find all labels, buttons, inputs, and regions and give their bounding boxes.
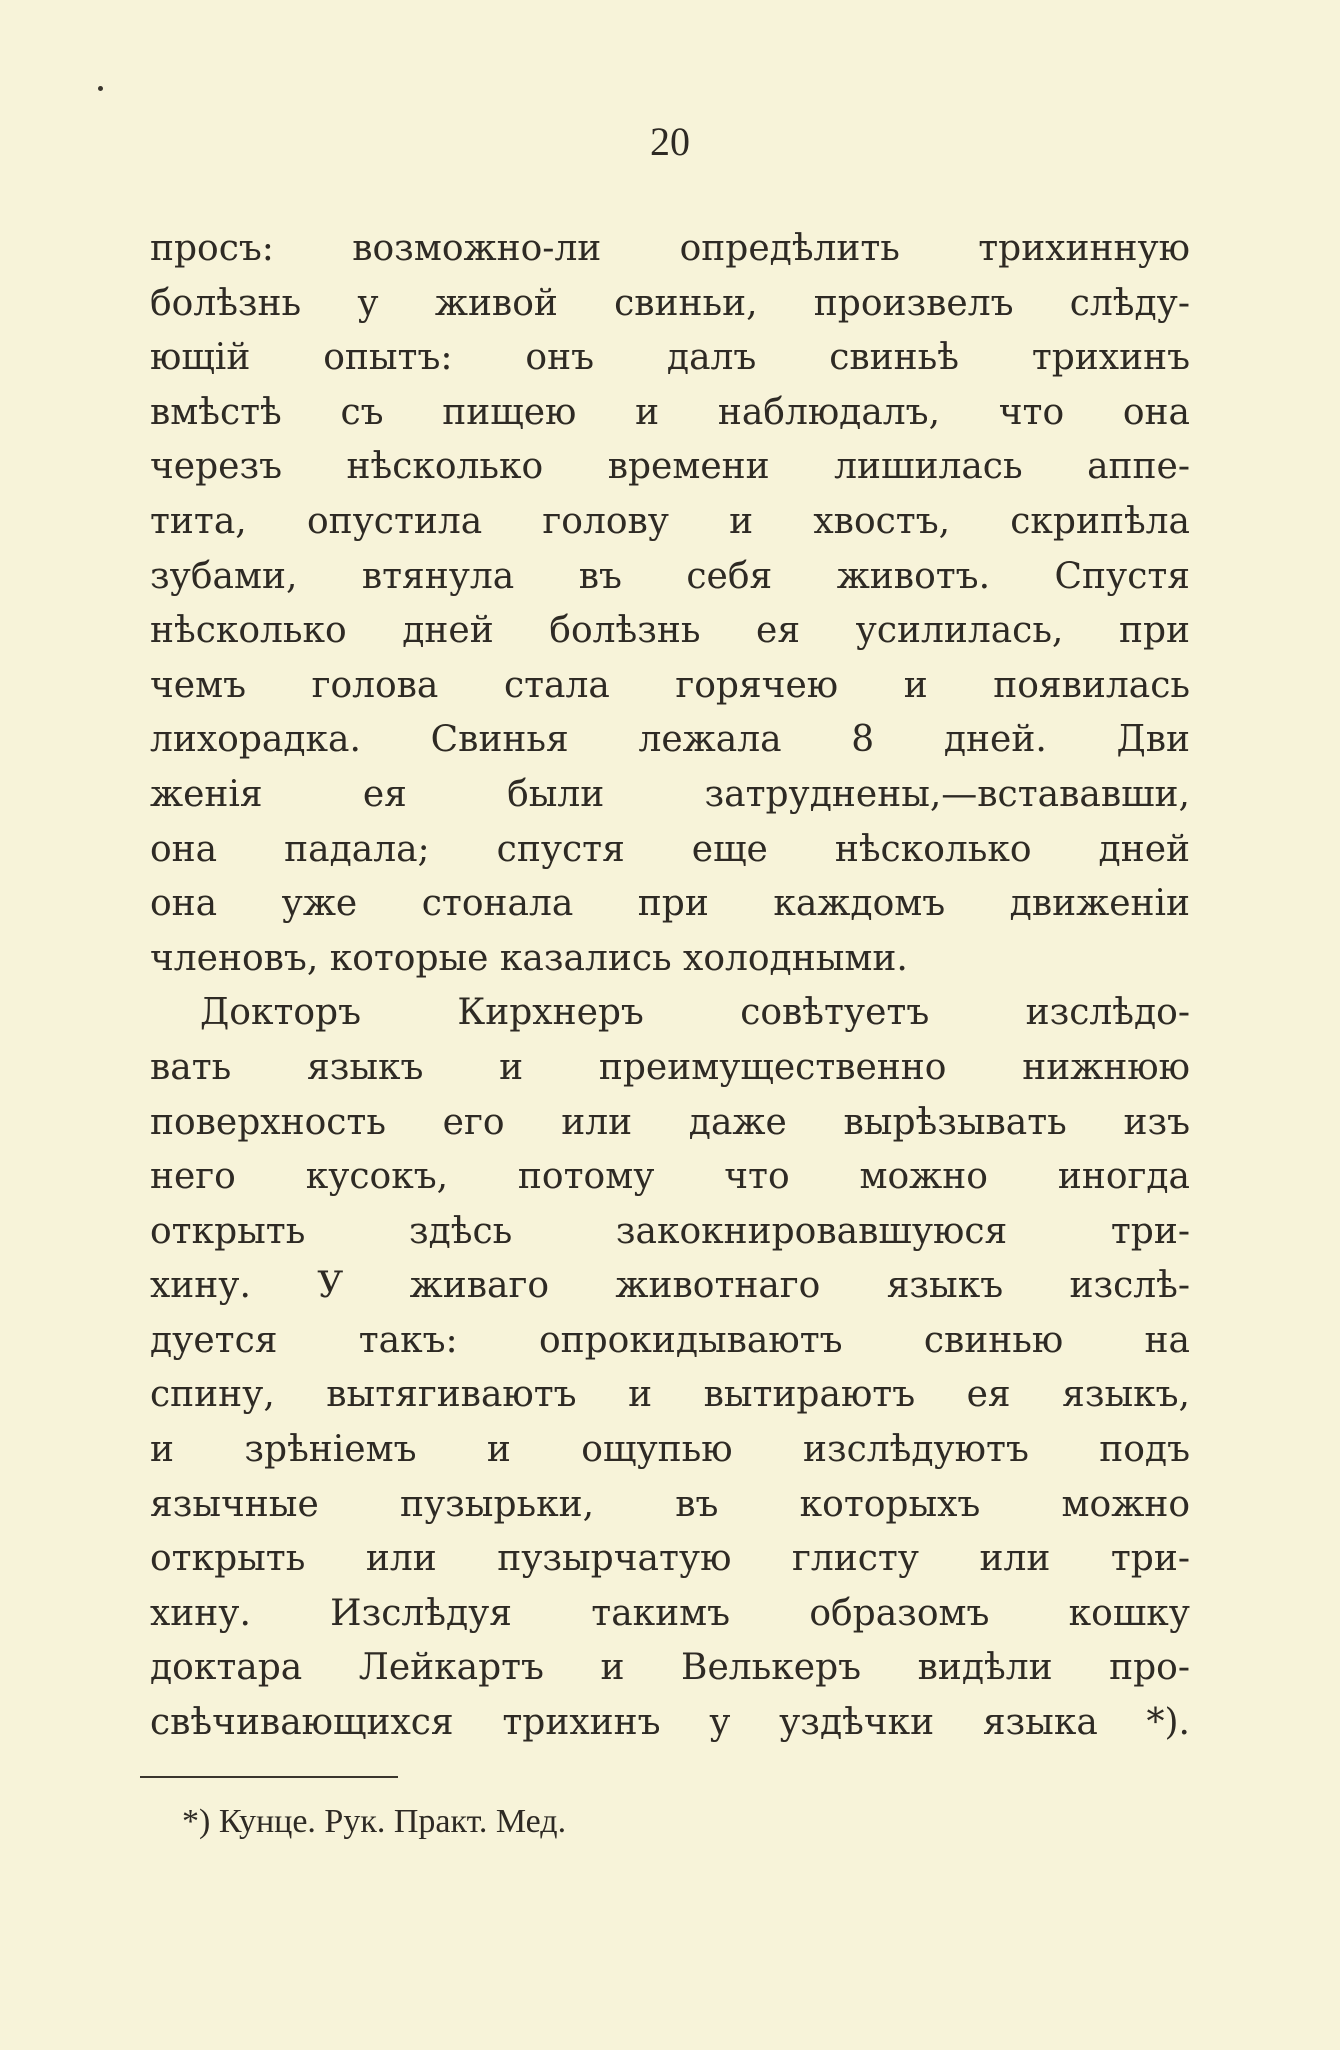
text-line: свѣчивающихся трихинъ у уздѣчки языка *). (150, 1702, 1190, 1744)
text-line: просъ: возможно-ли опредѣлить трихинную (150, 228, 1190, 269)
text-line: язычные пузырьки, въ которыхъ можно (150, 1483, 1190, 1525)
text-line: членовъ, которые казались холодными. (150, 937, 908, 979)
text-line: вать языкъ и преимущественно нижнюю (150, 1046, 1190, 1088)
text-line: дуется такъ: опрокидываютъ свинью на (150, 1319, 1190, 1361)
text-line: открыть или пузырчатую глисту или три- (150, 1538, 1190, 1580)
page-number: 20 (650, 119, 690, 164)
text-line: и зрѣніемъ и ощупью изслѣдуютъ подъ (150, 1429, 1190, 1471)
text-line: доктара Лейкартъ и Велькеръ видѣли про- (150, 1647, 1190, 1689)
text-line: чемъ голова стала горячею и появилась (150, 664, 1190, 706)
text-line: поверхность его или даже вырѣзывать изъ (150, 1101, 1190, 1143)
text-line: болѣзнь у живой свиньи, произвелъ слѣду- (150, 282, 1190, 324)
text-line: нѣсколько дней болѣзнь ея усилилась, при (150, 610, 1190, 652)
text-line: женія ея были затруднены,—встававши, (150, 773, 1190, 815)
text-line: лихорадка. Свинья лежала 8 дней. Дви (150, 719, 1190, 761)
text-line: она падала; спустя еще нѣсколько дней (150, 828, 1190, 870)
text-line: спину, вытягиваютъ и вытираютъ ея языкъ, (150, 1374, 1190, 1416)
text-line: ющій опытъ: онъ далъ свиньѣ трихинъ (150, 337, 1190, 379)
text-line: она уже стонала при каждомъ движеніи (150, 883, 1190, 925)
footnote: *) Кунце. Рук. Практ. Мед. (182, 1803, 567, 1840)
text-line: Докторъ Кирхнеръ совѣтуетъ изслѣдо- (200, 992, 1190, 1034)
print-speck (98, 86, 103, 91)
text-line: черезъ нѣсколько времени лишилась аппе- (150, 446, 1190, 488)
text-line: него кусокъ, потому что можно иногда (150, 1156, 1190, 1198)
text-line: открыть здѣсь закокнировавшуюся три- (150, 1210, 1190, 1252)
text-line: тита, опустила голову и хвостъ, скрипѣла (150, 500, 1190, 542)
text-line: вмѣстѣ съ пищею и наблюдалъ, что она (150, 391, 1190, 433)
text-line: зубами, втянула въ себя животъ. Спустя (150, 555, 1190, 597)
text-line: хину. Изслѣдуя такимъ образомъ кошку (150, 1592, 1190, 1634)
text-line: хину. У живаго животнаго языкъ изслѣ- (150, 1265, 1190, 1307)
footnote-divider (140, 1776, 398, 1778)
page-body (150, 222, 1190, 1751)
